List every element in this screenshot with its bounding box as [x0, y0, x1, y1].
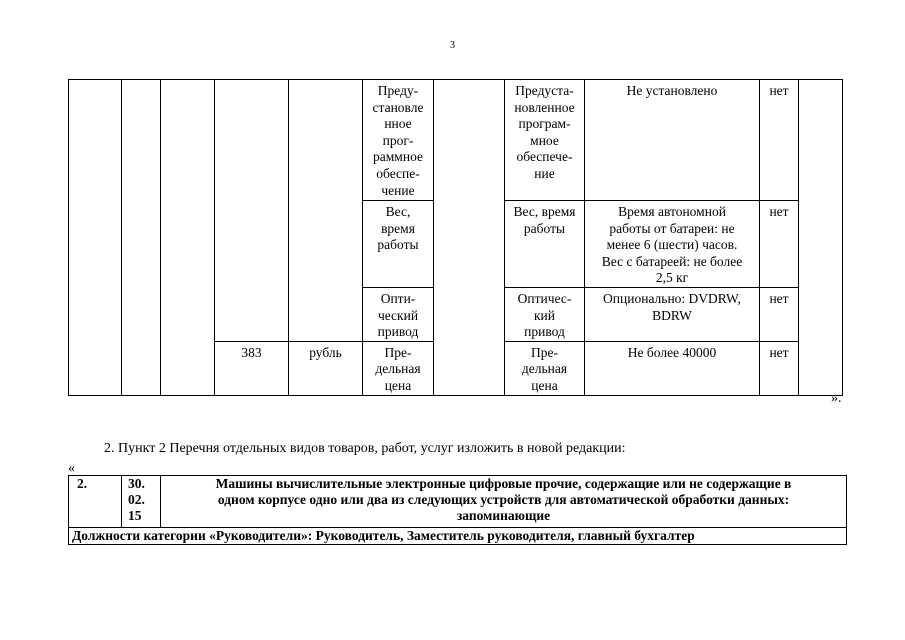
opening-quote: «	[68, 461, 75, 476]
characteristic-value-cell: Не более 40000	[585, 341, 760, 395]
item-number-cell: 2.	[69, 476, 122, 528]
table-cell	[161, 80, 215, 396]
requirements-table	[68, 79, 843, 396]
characteristic-name-cell: Преду- становле нное прог- раммное обеспе- чение	[363, 80, 434, 201]
characteristic-value-cell: Время автономной работы от батареи: не менее 6 (шести) часов. Вес с батареей: не более 2,5 кг	[585, 201, 760, 288]
okpd-code-cell: 30. 02. 15	[122, 476, 161, 528]
table-cell	[69, 80, 122, 396]
flag-cell: нет	[760, 341, 799, 395]
characteristic-name-cell: Опти- ческий привод	[363, 287, 434, 341]
flag-cell: нет	[760, 287, 799, 341]
new-edition-table	[68, 475, 847, 545]
characteristic-value-cell: Опционально: DVDRW, BDRW	[585, 287, 760, 341]
table-cell	[215, 80, 289, 342]
unit-code-cell: 383	[215, 341, 289, 395]
characteristic-name-cell: Пре- дельная цена	[363, 341, 434, 395]
characteristic-name-cell: Вес, время работы	[505, 201, 585, 288]
characteristic-name-cell: Оптичес- кий привод	[505, 287, 585, 341]
product-description-cell: Машины вычислительные электронные цифровые прочие, содержащие или не содержащие в одном корпусе одно или два из следующих устройств для автоматической обработки данных: запоминающие	[161, 476, 847, 528]
characteristic-name-cell: Вес, время работы	[363, 201, 434, 288]
unit-name-cell: рубль	[289, 341, 363, 395]
positions-category-cell: Должности категории «Руководители»: Руководитель, Заместитель руководителя, главный бухгалтер	[69, 528, 847, 545]
table-cell	[122, 80, 161, 396]
amendment-paragraph: 2. Пункт 2 Перечня отдельных видов товаров, работ, услуг изложить в новой редакции:	[104, 441, 626, 456]
table-cell	[799, 80, 843, 396]
table-cell	[434, 80, 505, 396]
flag-cell: нет	[760, 201, 799, 288]
characteristic-name-cell: Пре- дельная цена	[505, 341, 585, 395]
table-cell	[289, 80, 363, 342]
flag-cell: нет	[760, 80, 799, 201]
page-number: 3	[450, 40, 455, 51]
characteristic-value-cell: Не установлено	[585, 80, 760, 201]
closing-quote: ».	[831, 391, 842, 406]
characteristic-name-cell: Предуста- новленное програм- мное обеспече- ние	[505, 80, 585, 201]
